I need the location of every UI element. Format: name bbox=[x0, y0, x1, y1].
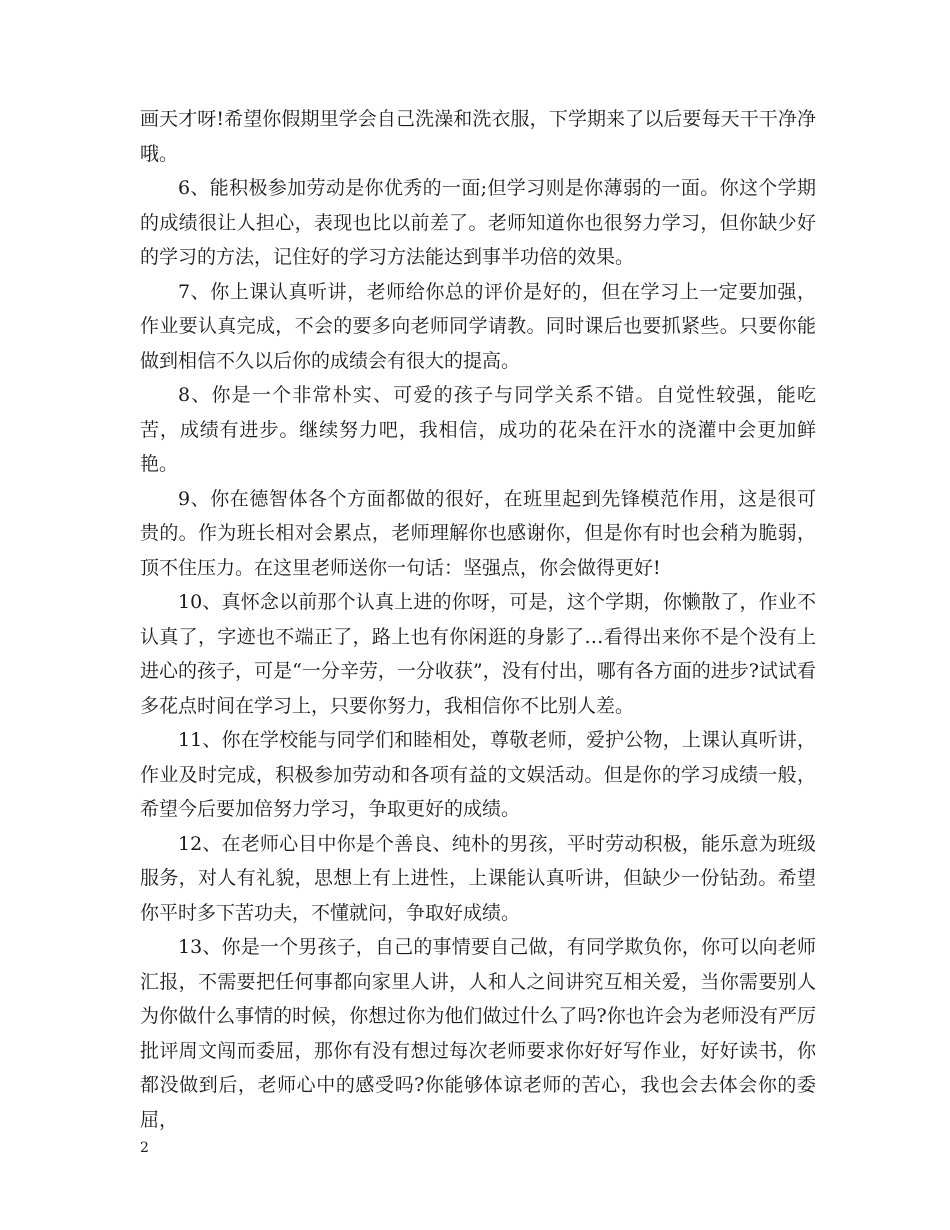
paragraph-13: 13、你是一个男孩子，自己的事情要自己做，有同学欺负你，你可以向老师汇报，不需要把任何事都向家里人讲，人和人之间讲究互相关爱，当你需要别人为你做什么事情的时候，你想过你为他们做过什么了吗?你也许会为老师没有严厉批评周文闯而委屈，那你有没有想过每次老师要求你好好写作业，好好读书，你都没做到后，老师心中的感受吗?你能够体谅老师的苦心，我也会去体会你的委屈， bbox=[140, 936, 816, 1131]
page-number: 2 bbox=[140, 1140, 149, 1156]
paragraph-7: 7、你上课认真听讲，老师给你总的评价是好的，但在学习上一定要加强，作业要认真完成，不会的要多向老师同学请教。同时课后也要抓紧些。只要你能做到相信不久以后你的成绩会有很大的提高。 bbox=[140, 280, 816, 372]
paragraph-9: 9、你在德智体各个方面都做的很好，在班里起到先锋模范作用，这是很可贵的。作为班长相对会累点，老师理解你也感谢你，但是你有时也会稍为脆弱，顶不住压力。在这里老师送你一句话：坚强点，你会做得更好! bbox=[140, 487, 816, 579]
paragraph-12: 12、在老师心目中你是个善良、纯朴的男孩，平时劳动积极，能乐意为班级服务，对人有礼貌，思想上有上进性，上课能认真听讲，但缺少一份钻劲。希望你平时多下苦功夫，不懂就问，争取好成绩。 bbox=[140, 832, 816, 924]
paragraph-6: 6、能积极参加劳动是你优秀的一面;但学习则是你薄弱的一面。你这个学期的成绩很让人担心，表现也比以前差了。老师知道你也很努力学习，但你缺少好的学习的方法，记住好的学习方法能达到事半功倍的效果。 bbox=[140, 177, 816, 268]
paragraph-11: 11、你在学校能与同学们和睦相处，尊敬老师，爱护公物，上课认真听讲，作业及时完成，积极参加劳动和各项有益的文娱活动。但是你的学习成绩一般，希望今后要加倍努力学习，争取更好的成绩。 bbox=[140, 729, 816, 820]
body-text bbox=[140, 102, 816, 1137]
paragraph-8: 8、你是一个非常朴实、可爱的孩子与同学关系不错。自觉性较强，能吃苦，成绩有进步。继续努力吧，我相信，成功的花朵在汗水的浇灌中会更加鲜艳。 bbox=[140, 384, 816, 475]
paragraph-10: 10、真怀念以前那个认真上进的你呀，可是，这个学期，你懒散了，作业不认真了，字迹也不端正了，路上也有你闲逛的身影了…看得出来你不是个没有上进心的孩子，可是“一分辛劳，一分收获”，没有付出，哪有各方面的进步?试试看多花点时间在学习上，只要你努力，我相信你不比别人差。 bbox=[140, 591, 816, 717]
paragraph-continuation: 画天才呀!希望你假期里学会自己洗澡和洗衣服，下学期来了以后要每天干干净净哦。 bbox=[140, 108, 816, 165]
